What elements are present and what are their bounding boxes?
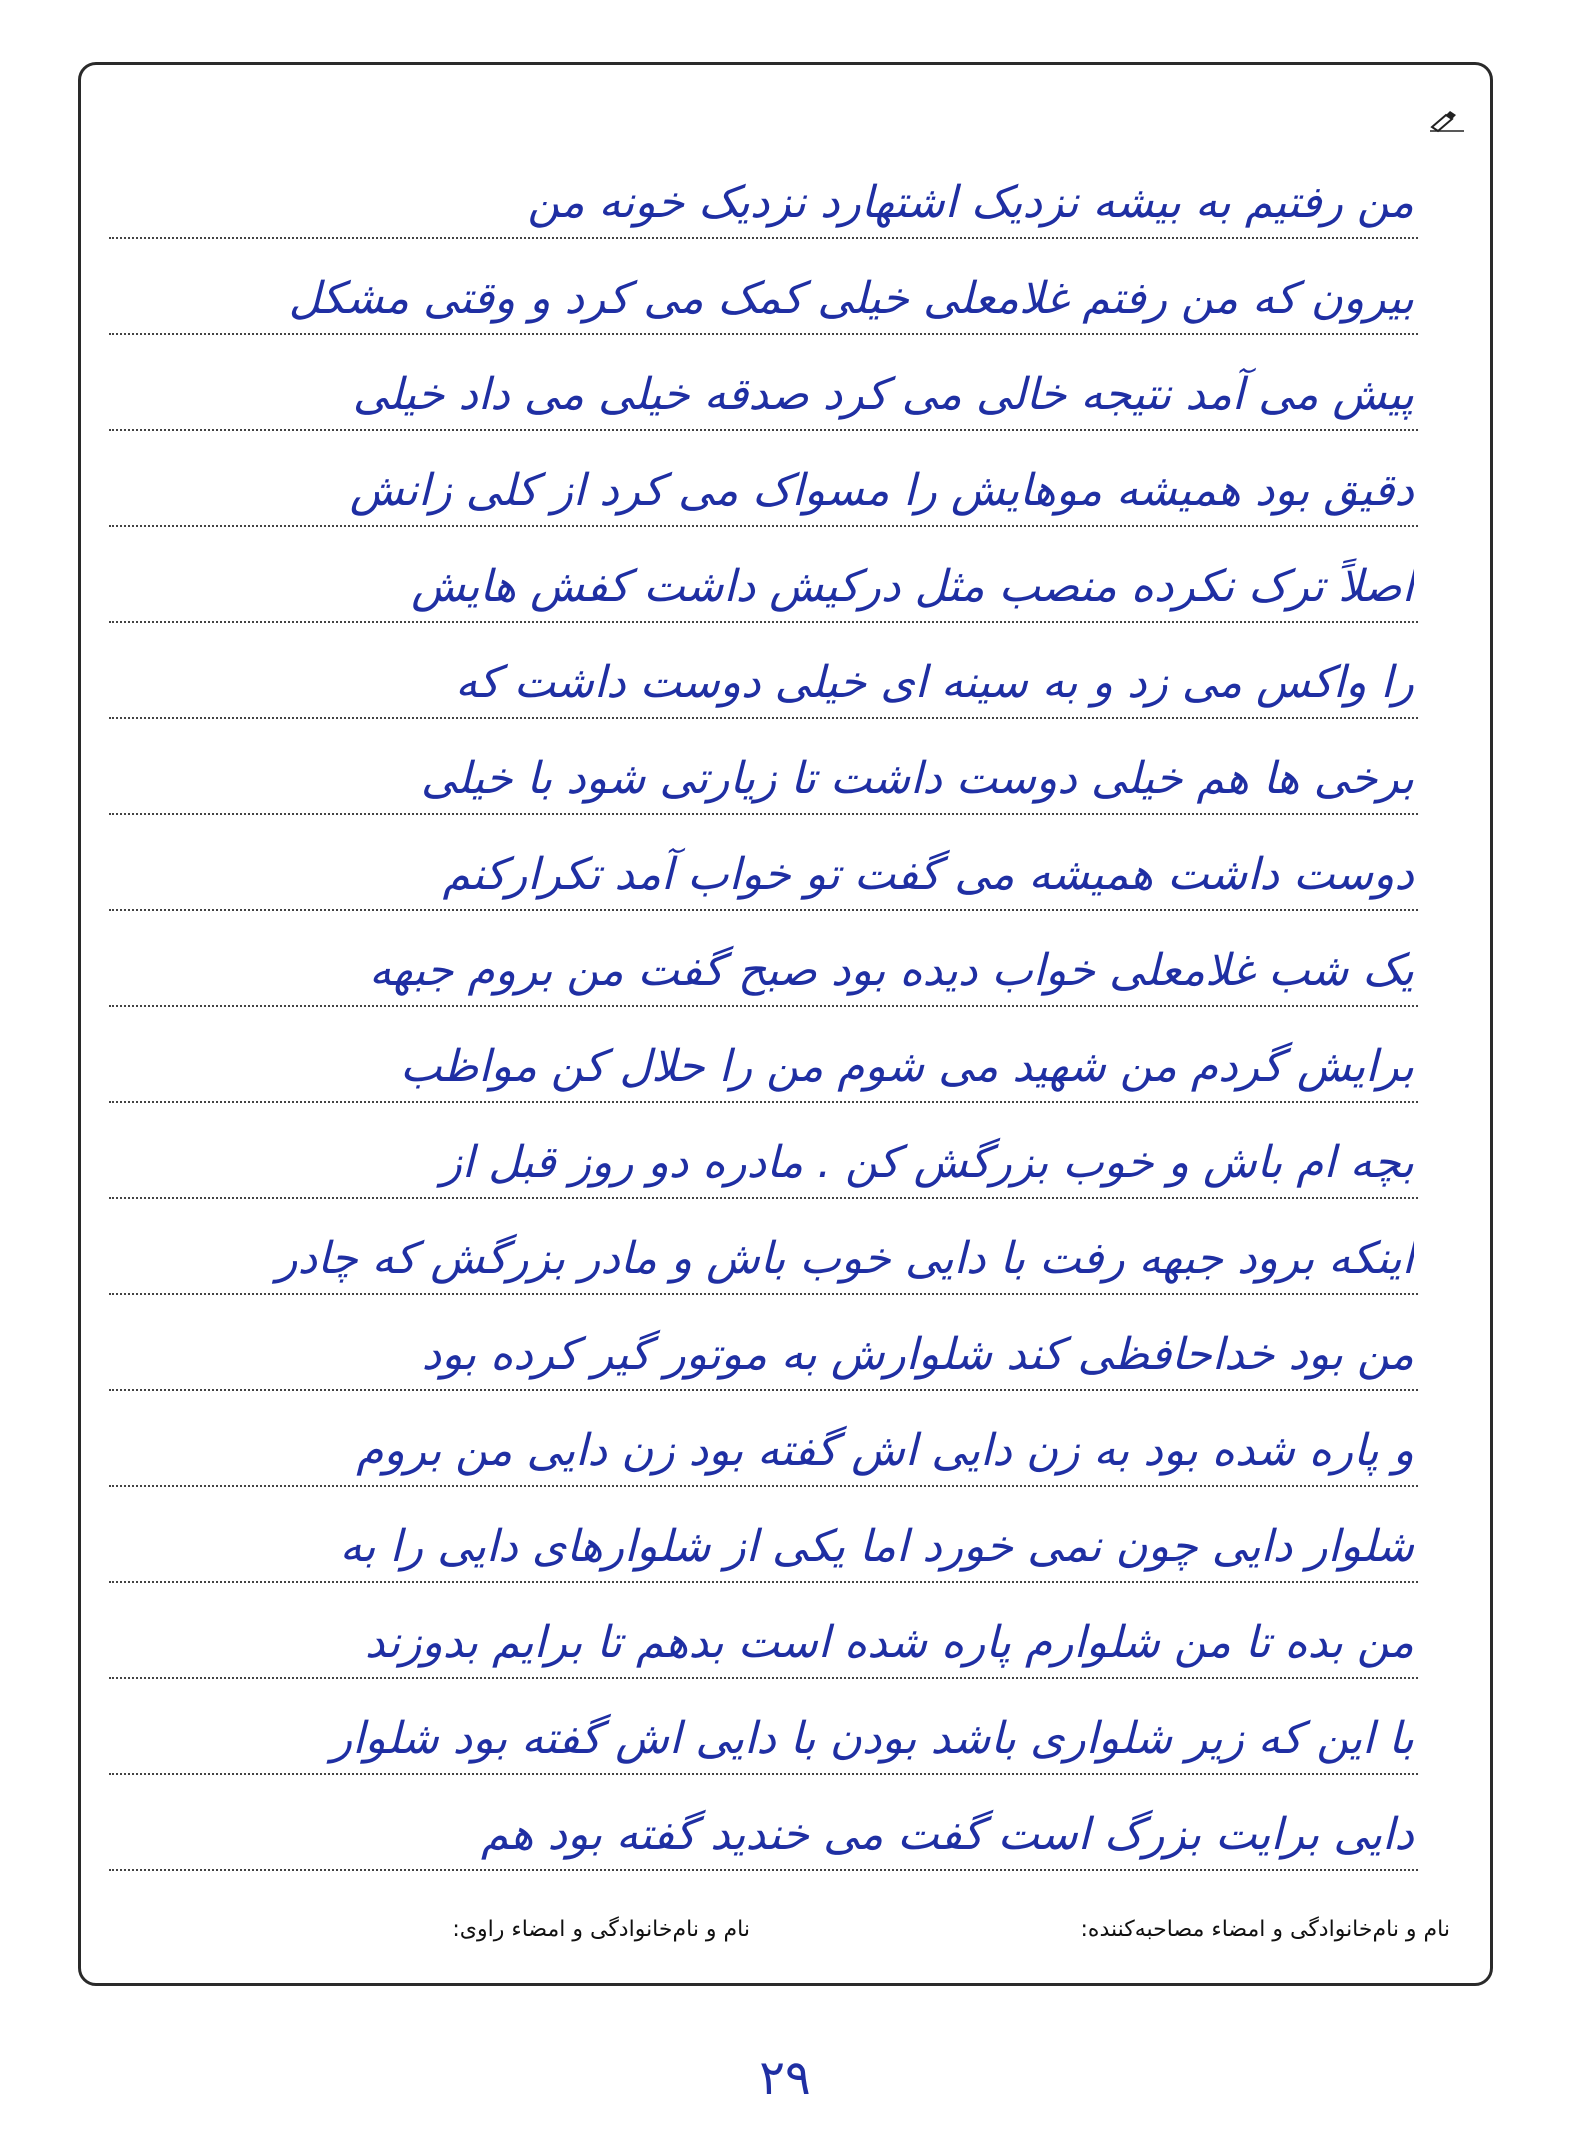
handwritten-text-line: من بود خداحافظی کند شلوارش به موتور گیر کرده بود [421, 1329, 1414, 1380]
pen-writing-icon [1428, 107, 1468, 133]
narrator-signature-label: نام و نام‌خانوادگی و امضاء راوی: [452, 1917, 750, 1942]
handwritten-text-line: بچه ام باش و خوب بزرگش کن . مادره دو روز قبل از [440, 1137, 1414, 1188]
handwritten-text-line: یک شب غلامعلی خواب دیده بود صبح گفت من بروم جبهه [369, 945, 1414, 996]
page-number: ۲۹ [759, 2050, 811, 2106]
handwritten-text-line: پیش می آمد نتیجه خالی می کرد صدقه خیلی می داد خیلی [352, 369, 1414, 420]
ruled-line [109, 719, 1418, 815]
handwritten-text-line: من بده تا من شلوارم پاره شده است بدهم تا برایم بدوزند [364, 1617, 1414, 1668]
ruled-line [109, 1199, 1418, 1295]
ruled-line [109, 1295, 1418, 1391]
ruled-line [109, 1007, 1418, 1103]
ruled-line [109, 1583, 1418, 1679]
handwritten-text-line: را واکس می زد و به سینه ای خیلی دوست داشت که [455, 657, 1414, 708]
ruled-line [109, 143, 1418, 239]
ruled-line [109, 335, 1418, 431]
handwritten-text-line: برخی ها هم خیلی دوست داشت تا زیارتی شود با خیلی [420, 753, 1414, 804]
handwritten-text-line: با این که زیر شلواری باشد بودن با دایی اش گفته بود شلوار [331, 1713, 1414, 1764]
ruled-line [109, 1103, 1418, 1199]
notebook-page-frame [78, 62, 1493, 1986]
ruled-line [109, 239, 1418, 335]
ruled-line [109, 431, 1418, 527]
ruled-line [109, 815, 1418, 911]
ruled-line [109, 623, 1418, 719]
ruled-line [109, 527, 1418, 623]
ruled-line [109, 911, 1418, 1007]
ruled-line [109, 1679, 1418, 1775]
ruled-line [109, 1391, 1418, 1487]
handwritten-text-line: دقیق بود همیشه موهایش را مسواک می کرد از کلی زانش [349, 465, 1414, 516]
interviewer-signature-label: نام و نام‌خانوادگی و امضاء مصاحبه‌کننده: [1080, 1917, 1450, 1942]
handwritten-text-line: دوست داشت همیشه می گفت تو خواب آمد تکرارکنم [442, 849, 1414, 900]
ruled-line [109, 1775, 1418, 1871]
handwritten-text-line: برایش گردم من شهید می شوم من را حلال کن مواظب [400, 1041, 1414, 1092]
ruled-line [109, 1487, 1418, 1583]
handwritten-text-line: و پاره شده بود به زن دایی اش گفته بود زن دایی من بروم [356, 1425, 1414, 1476]
handwritten-text-line: شلوار دایی چون نمی خورد اما یکی از شلوارهای دایی را به [339, 1521, 1414, 1572]
handwritten-lines [109, 143, 1418, 1871]
signature-footer [121, 1917, 1450, 1957]
handwritten-text-line: اینکه برود جبهه رفت با دایی خوب باش و مادر بزرگش که چادر [276, 1233, 1414, 1284]
handwritten-text-line: اصلاً ترک نکرده منصب مثل درکیش داشت کفش هایش [411, 561, 1414, 612]
handwritten-text-line: بیرون که من رفتم غلامعلی خیلی کمک می کرد و وقتی مشکل [288, 273, 1414, 324]
handwritten-text-line: دایی برایت بزرگ است گفت می خندید گفته بود هم [481, 1809, 1414, 1860]
handwritten-text-line: من رفتیم به بیشه نزدیک اشتهارد نزدیک خونه من [527, 177, 1414, 228]
